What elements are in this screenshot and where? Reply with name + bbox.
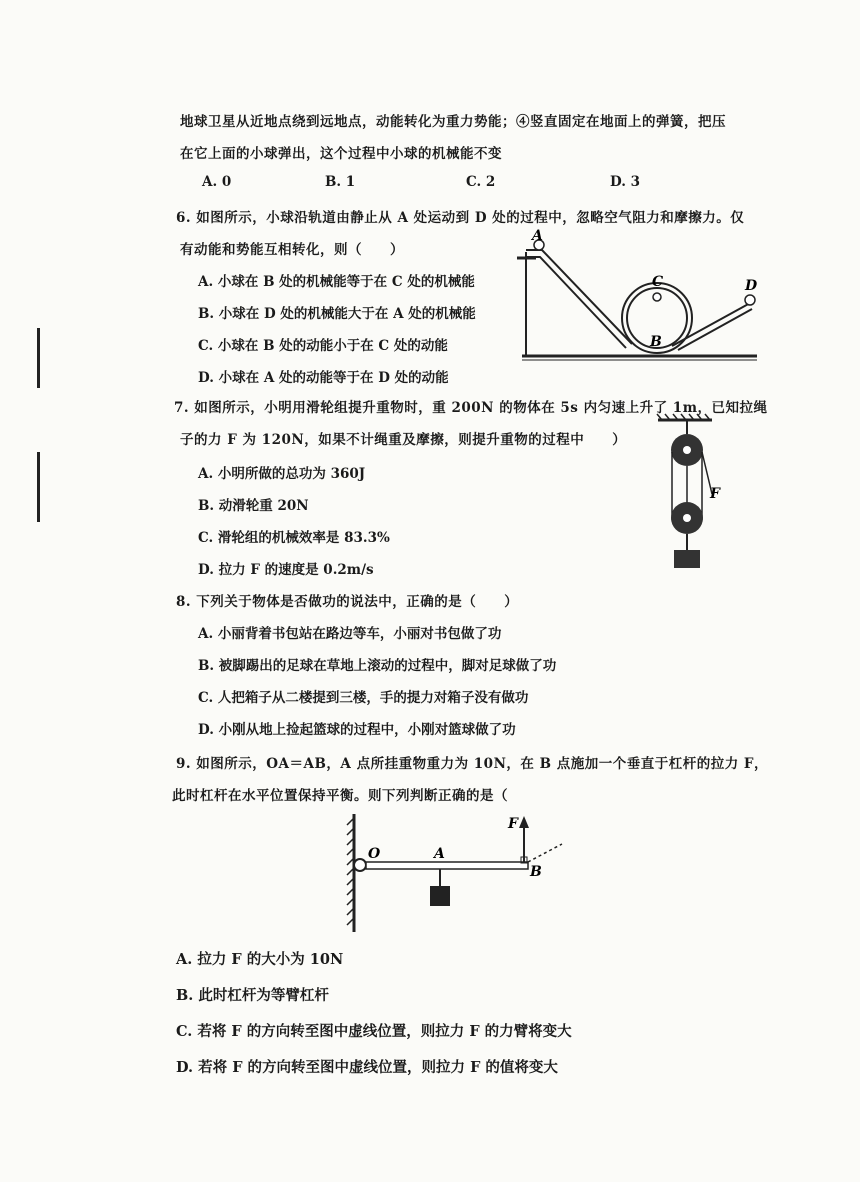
q6-stem-line2: 有动能和势能互相转化，则（ ） — [180, 242, 404, 258]
margin-mark — [37, 328, 40, 388]
q9-label-o: O — [368, 846, 381, 862]
q6-label-d: D — [745, 278, 758, 294]
q6-label-a: A — [532, 228, 543, 244]
q7-option-b: B. 动滑轮重 20N — [198, 498, 309, 514]
q5-option-b: B. 1 — [325, 174, 356, 190]
margin-mark — [37, 452, 40, 522]
q7-option-d: D. 拉力 F 的速度是 0.2m/s — [198, 562, 374, 578]
q8-option-d: D. 小刚从地上捡起篮球的过程中，小刚对篮球做了功 — [198, 722, 516, 738]
q9-lever-figure — [340, 810, 580, 940]
q6-track-figure — [512, 228, 762, 368]
q8-option-b: B. 被脚踢出的足球在草地上滚动的过程中，脚对足球做了功 — [198, 658, 557, 674]
q6-option-b: B. 小球在 D 处的机械能大于在 A 处的机械能 — [198, 306, 476, 322]
q6-stem-line1: 6. 如图所示，小球沿轨道由静止从 A 处运动到 D 处的过程中，忽略空气阻力和摩擦力。仅 — [176, 210, 745, 226]
q5-option-d: D. 3 — [610, 174, 641, 190]
q7-stem-line2: 子的力 F 为 120N，如果不计绳重及摩擦，则提升重物的过程中 ） — [180, 432, 627, 448]
q7-option-c: C. 滑轮组的机械效率是 83.3% — [198, 530, 390, 546]
q5-option-a: A. 0 — [202, 174, 232, 190]
q8-option-a: A. 小丽背着书包站在路边等车，小丽对书包做了功 — [198, 626, 502, 642]
q5-line2: 在它上面的小球弹出，这个过程中小球的机械能不变 — [180, 146, 502, 162]
q7-label-f: F — [710, 486, 720, 502]
q9-option-c: C. 若将 F 的方向转至图中虚线位置，则拉力 F 的力臂将变大 — [176, 1023, 572, 1040]
q6-option-d: D. 小球在 A 处的动能等于在 D 处的动能 — [198, 370, 449, 386]
q6-option-a: A. 小球在 B 处的机械能等于在 C 处的机械能 — [198, 274, 475, 290]
q7-stem-line1: 7. 如图所示，小明用滑轮组提升重物时，重 200N 的物体在 5s 内匀速上升了 1m，已知拉绳 — [174, 400, 768, 416]
q7-option-a: A. 小明所做的总功为 360J — [198, 466, 366, 482]
q5-line1: 地球卫星从近地点绕到远地点，动能转化为重力势能；④竖直固定在地面上的弹簧，把压 — [180, 114, 726, 130]
q8-option-c: C. 人把箱子从二楼提到三楼，手的提力对箱子没有做功 — [198, 690, 529, 706]
q9-stem-line1: 9. 如图所示，OA＝AB，A 点所挂重物重力为 10N，在 B 点施加一个垂直于杠杆的拉力 F， — [176, 756, 769, 772]
q9-option-a: A. 拉力 F 的大小为 10N — [176, 951, 344, 968]
q9-option-b: B. 此时杠杆为等臂杠杆 — [176, 987, 329, 1004]
q8-stem: 8. 下列关于物体是否做功的说法中，正确的是（ ） — [176, 594, 519, 610]
q6-label-c: C — [652, 274, 664, 290]
q7-pulley-figure — [652, 412, 742, 572]
q9-stem-line2: 此时杠杆在水平位置保持平衡。则下列判断正确的是（ — [172, 788, 508, 804]
q9-label-a: A — [434, 846, 445, 862]
q9-label-f: F — [508, 816, 518, 832]
q9-option-d: D. 若将 F 的方向转至图中虚线位置，则拉力 F 的值将变大 — [176, 1059, 558, 1076]
q6-option-c: C. 小球在 B 处的动能小于在 C 处的动能 — [198, 338, 448, 354]
q9-label-b: B — [530, 864, 542, 880]
q5-option-c: C. 2 — [466, 174, 496, 190]
q6-label-b: B — [650, 334, 662, 350]
